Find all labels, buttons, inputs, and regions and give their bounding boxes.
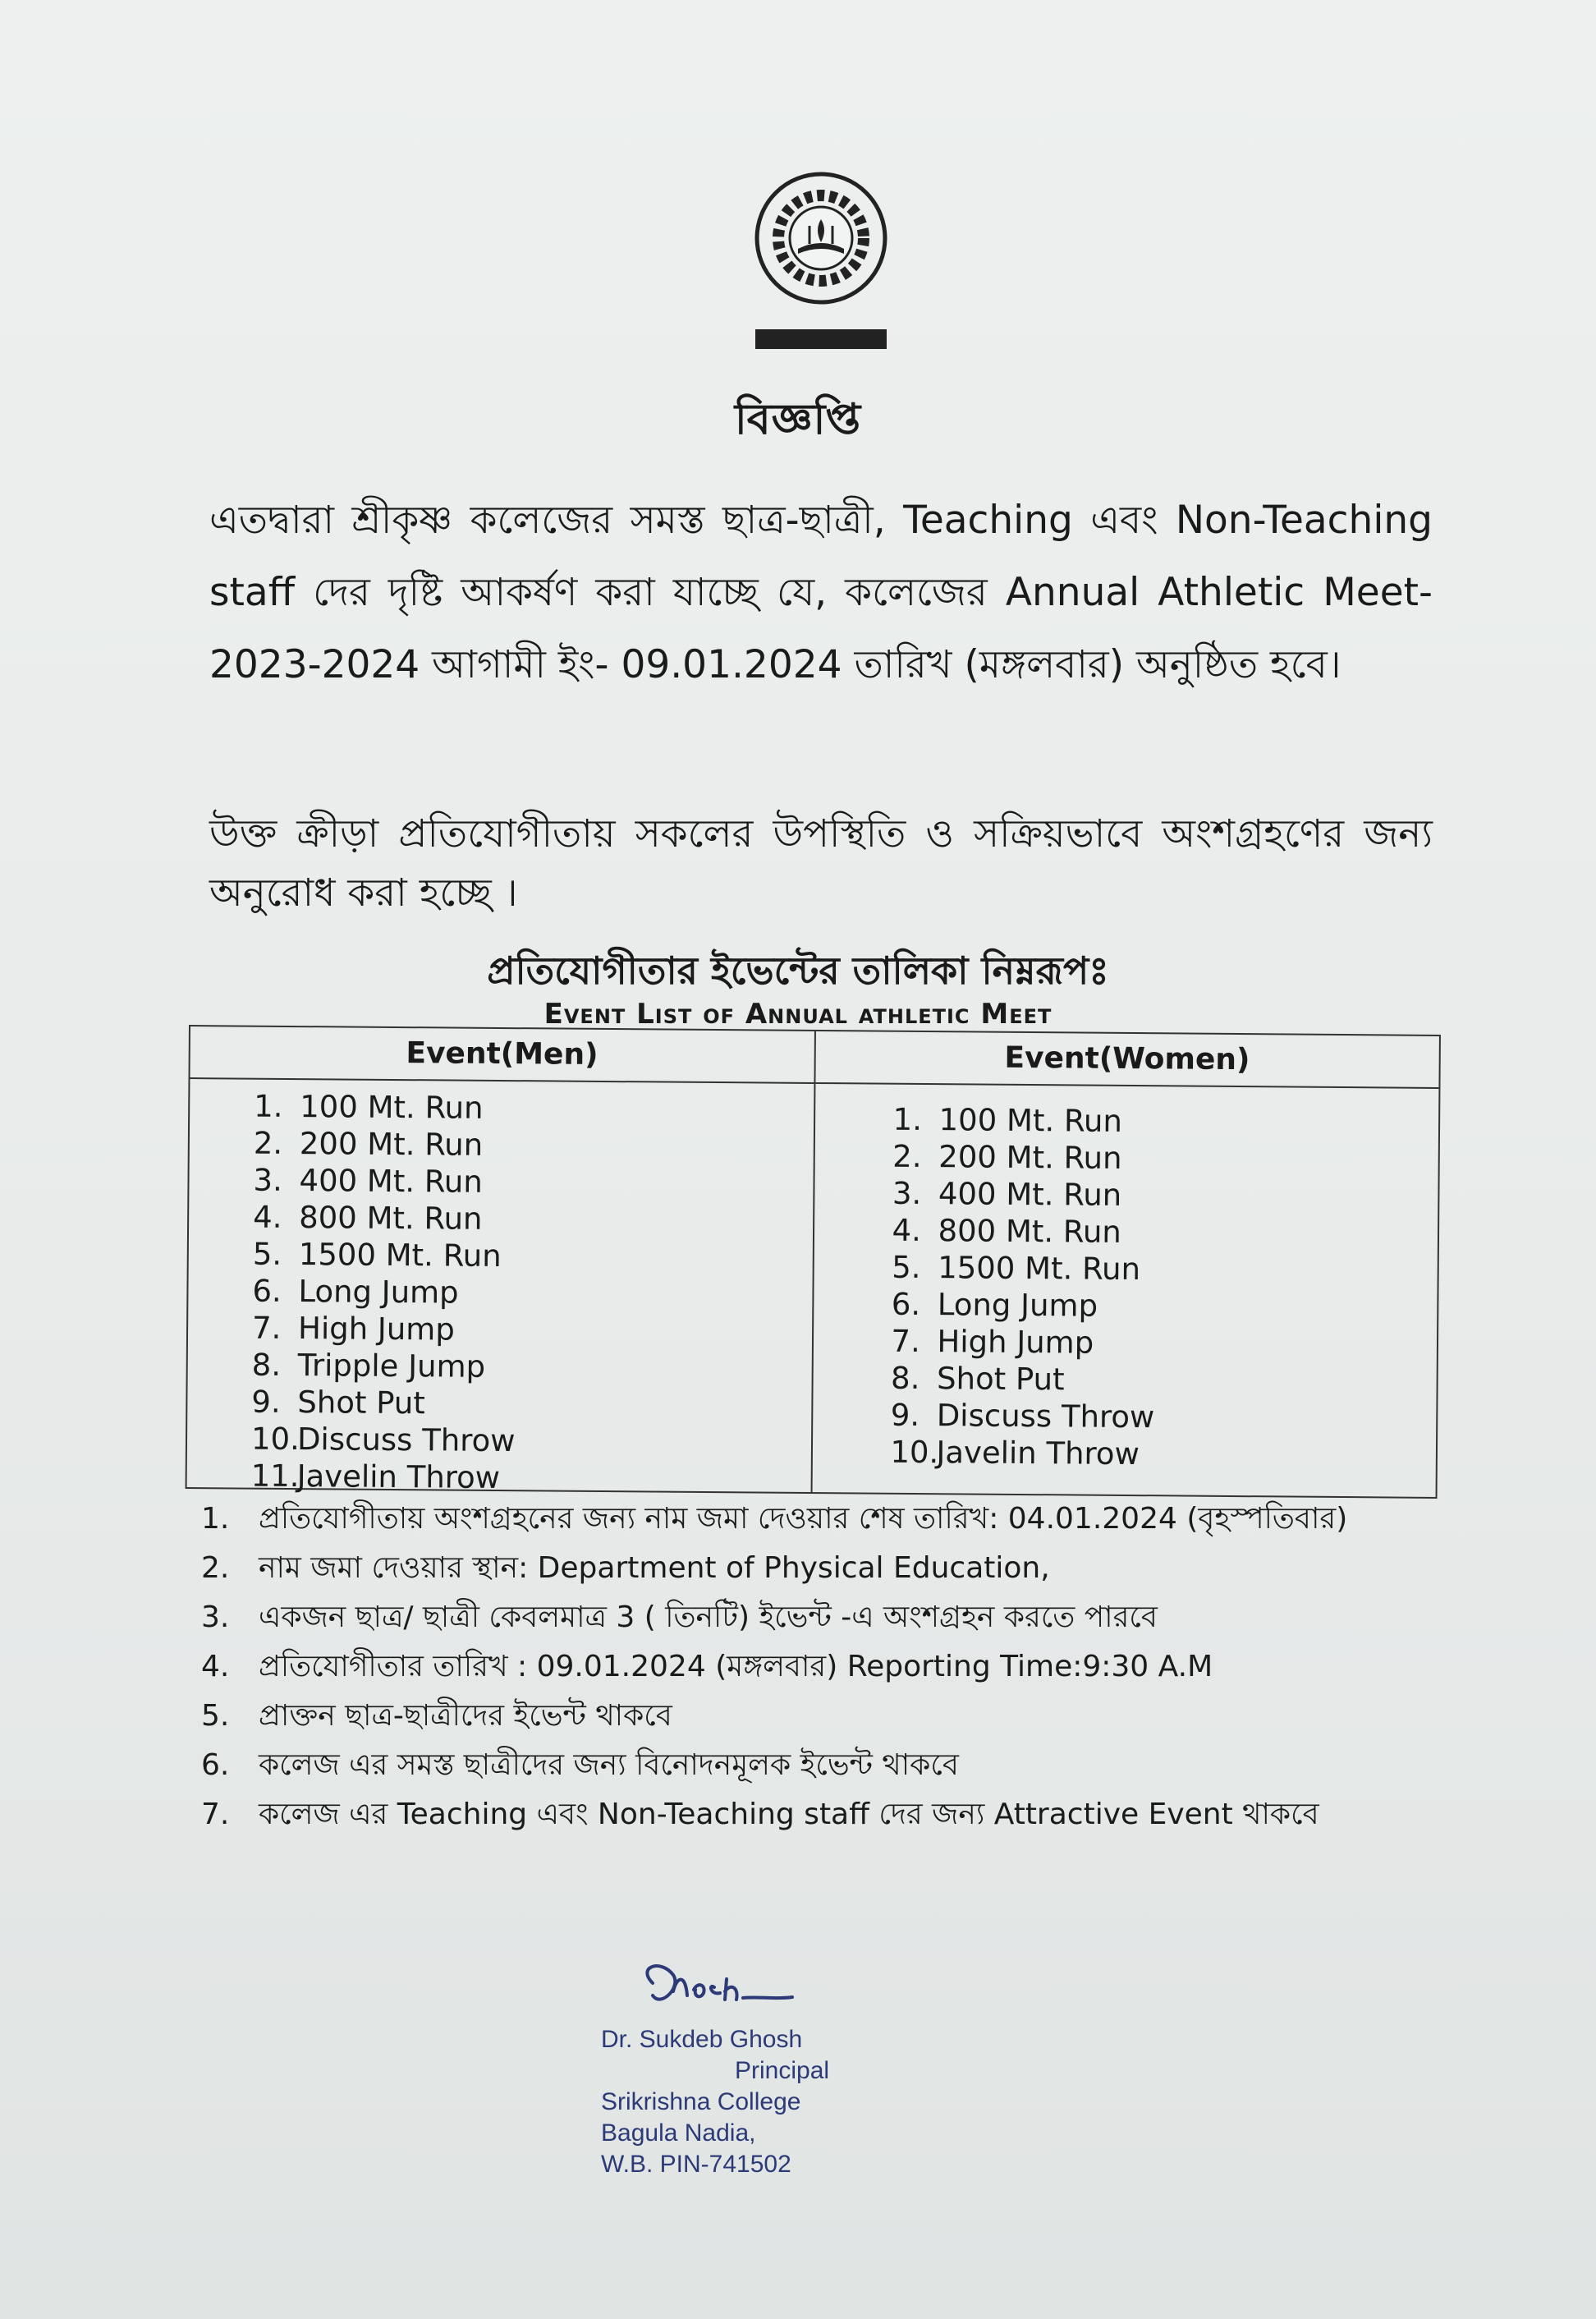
rule-item: 1. প্রতিযোগীতায় অংশগ্রহনের জন্য নাম জমা দেওয়ার শেষ তারিখ: 04.01.2024 (বৃহস্পতিবার) <box>201 1502 1348 1536</box>
list-item: 4. 800 Mt. Run <box>892 1212 1122 1250</box>
rule-item: 3. একজন ছাত্র/ ছাত্রী কেবলমাত্র 3 ( তিনটি) ইভেন্ট -এ অংশগ্রহন করতে পারবে <box>201 1600 1158 1634</box>
signatory-institution: Srikrishna College <box>601 2088 801 2115</box>
signatory-title: Principal <box>735 2057 830 2084</box>
women-events-header: Event(Women) <box>815 1031 1439 1089</box>
list-item: 2. 200 Mt. Run <box>892 1138 1122 1176</box>
rule-item: 2. নাম জমা দেওয়ার স্থান: Department of Physical Education, <box>201 1551 1050 1585</box>
notice-paragraph-1: এতদ্বারা শ্রীকৃষ্ণ কলেজের সমস্ত ছাত্র-ছাত্রী, Teaching এবং Non-Teaching staff দের দৃষ্টি আকর্ষণ করা যাচ্ছে যে, কলেজের Annual Athletic Meet- 2023-2024 আগামী ইং- 09.01.2024 তারিখ (মঙ্গলবার) অনুষ্ঠিত হবে। <box>209 498 1433 687</box>
rule-item: 5. প্রাক্তন ছাত্র-ছাত্রীদের ইভেন্ট থাকবে <box>201 1699 672 1733</box>
list-item: 8. Tripple Jump <box>251 1347 486 1385</box>
event-list-heading-english: Event List of Annual athletic Meet <box>543 998 1053 1031</box>
list-item: 5. 1500 Mt. Run <box>892 1249 1141 1288</box>
event-list-heading-bengali: প্রতিযোগীতার ইভেন্টের তালিকা নিম্নরূপঃ <box>487 948 1109 993</box>
list-item: 10.Discuss Throw <box>250 1421 516 1459</box>
list-item: 6. Long Jump <box>891 1286 1098 1324</box>
rules-list <box>201 1495 1474 1839</box>
list-item: 7. High Jump <box>891 1323 1094 1361</box>
men-events-column <box>187 1026 814 1495</box>
list-item: 8. Shot Put <box>890 1360 1065 1398</box>
signatory-block <box>601 2024 829 2180</box>
list-item: 5. 1500 Mt. Run <box>252 1236 502 1274</box>
event-table <box>186 1025 1441 1499</box>
list-item: 3. 400 Mt. Run <box>253 1162 483 1200</box>
list-item: 9. Shot Put <box>251 1384 426 1421</box>
rule-item: 6. কলেজ এর সমস্ত ছাত্রীদের জন্য বিনোদনমূলক ইভেন্ট থাকবে <box>201 1748 959 1782</box>
women-events-list <box>812 1084 1438 1475</box>
list-item: 4. 800 Mt. Run <box>252 1199 483 1237</box>
list-item: 10.Javelin Throw <box>890 1434 1140 1472</box>
list-item: 6. Long Jump <box>252 1273 459 1311</box>
notice-paragraph-2: উক্ত ক্রীড়া প্রতিযোগীতায় সকলের উপস্থিতি ও সক্রিয়ভাবে অংশগ্রহণের জন্য অনুরোধ করা হচ্ছে । <box>209 811 1433 916</box>
women-events-column <box>810 1031 1439 1497</box>
college-logo <box>739 168 903 357</box>
list-item: 2. 200 Mt. Run <box>253 1125 484 1163</box>
signatory-address-line-1: Bagula Nadia, <box>601 2119 756 2147</box>
notice-title: বিজ্ঞপ্তি <box>734 395 862 444</box>
men-events-header: Event(Men) <box>190 1026 814 1084</box>
list-item: 1. 100 Mt. Run <box>892 1101 1123 1139</box>
principal-signature <box>628 1950 809 2024</box>
rule-item: 7. কলেজ এর Teaching এবং Non-Teaching staff দের জন্য Attractive Event থাকবে <box>201 1798 1319 1831</box>
list-item: 11.Javelin Throw <box>250 1458 501 1495</box>
signatory-name: Dr. Sukdeb Ghosh <box>601 2026 803 2053</box>
men-events-list <box>187 1079 814 1499</box>
signatory-address-line-2: W.B. PIN-741502 <box>601 2151 791 2178</box>
list-item: 9. Discuss Throw <box>890 1397 1155 1435</box>
list-item: 7. High Jump <box>251 1310 455 1348</box>
list-item: 3. 400 Mt. Run <box>892 1175 1122 1213</box>
signature-icon <box>628 1950 809 2024</box>
rule-item: 4. প্রতিযোগীতার তারিখ : 09.01.2024 (মঙ্গলবার) Reporting Time:9:30 A.M <box>201 1650 1213 1683</box>
college-seal-icon <box>739 168 903 357</box>
list-item: 1. 100 Mt. Run <box>254 1088 484 1126</box>
